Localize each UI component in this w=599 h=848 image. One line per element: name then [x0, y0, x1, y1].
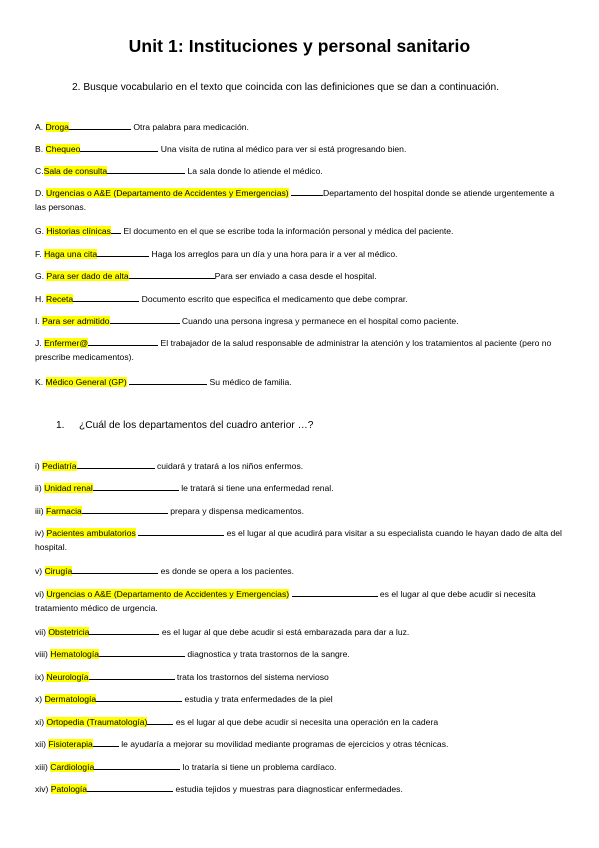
answer-term: Receta — [45, 294, 74, 304]
definition-item: J. Enfermer@ El trabajador de la salud responsable de administrar la atención y los tratamientos al paciente (pero no prescribe medicamentos). — [35, 338, 552, 362]
department-item: vii) Obstetricia es el lugar al que debe acudir si está embarazada para dar a luz. — [35, 627, 410, 637]
department-item: iv) Pacientes ambulatorios es el lugar al que acudirá para visitar a su especialista cuando le hayan dado de alta del hospital. — [35, 528, 562, 552]
answer-term: Obstetricia — [48, 627, 90, 637]
answer-term: Urgencias o A&E (Departamento de Accidentes y Emergencias) — [46, 589, 290, 599]
answer-term: Dermatología — [44, 694, 97, 704]
exercise-instructions: 2. Busque vocabulario en el texto que coincida con las definiciones que se dan a continuación. — [72, 82, 500, 93]
answer-term: Haga una cita — [44, 249, 98, 259]
answer-term: Urgencias o A&E (Departamento de Accidentes y Emergencias) — [45, 188, 289, 198]
department-item: xi) Ortopedia (Traumatología) es el lugar al que debe acudir si necesita una operación en la cadera — [35, 717, 439, 727]
definition-item: K. Médico General (GP) Su médico de familia. — [35, 377, 292, 387]
answer-term: Farmacia — [45, 506, 82, 516]
department-item: iii) Farmacia prepara y dispensa medicamentos. — [35, 506, 304, 516]
answer-term: Droga — [45, 122, 69, 132]
answer-term: Pacientes ambulatorios — [46, 528, 136, 538]
question-heading: 1. ¿Cuál de los departamentos del cuadro anterior …? — [56, 420, 314, 431]
answer-term: Neurología — [46, 672, 89, 682]
answer-term: Patología — [50, 784, 88, 794]
answer-term: Hematología — [50, 649, 100, 659]
department-item: v) Cirugía es donde se opera a los pacientes. — [35, 566, 294, 576]
department-item: i) Pediatría cuidará y tratará a los niños enfermos. — [35, 461, 304, 471]
definition-item: G. Historias clínicas El documento en el que se escribe toda la información personal y médica del paciente. — [35, 226, 454, 236]
definition-item: B. Chequeo Una visita de rutina al médico para ver si está progresando bien. — [35, 144, 407, 154]
answer-term: Sala de consulta — [43, 166, 108, 176]
answer-term: Ortopedia (Traumatología) — [46, 717, 148, 727]
answer-term: Chequeo — [45, 144, 81, 154]
department-item: ii) Unidad renal le tratará si tiene una enfermedad renal. — [35, 483, 334, 493]
answer-term: Historias clínicas — [46, 226, 111, 236]
definition-item: I. Para ser admitido Cuando una persona ingresa y permanece en el hospital como paciente. — [35, 316, 459, 326]
answer-term: Fisioterapia — [48, 739, 93, 749]
department-item: vi) Urgencias o A&E (Departamento de Accidentes y Emergencias) es el lugar al que debe acudir si necesita tratamiento médico de urgencia. — [35, 589, 536, 613]
department-item: ix) Neurología trata los trastornos del sistema nervioso — [35, 672, 329, 682]
answer-term: Cardiología — [50, 762, 95, 772]
definition-item: A. Droga Otra palabra para medicación. — [35, 122, 249, 132]
answer-term: Enfermer@ — [44, 338, 89, 348]
definition-item: C.Sala de consulta La sala donde lo atiende el médico. — [35, 166, 323, 176]
department-item: viii) Hematología diagnostica y trata trastornos de la sangre. — [35, 649, 350, 659]
answer-term: Para ser admitido — [42, 316, 110, 326]
definition-item: F. Haga una cita Haga los arreglos para un día y una hora para ir a ver al médico. — [35, 249, 398, 259]
page-title: Unit 1: Instituciones y personal sanitario — [128, 36, 471, 56]
department-item: xiv) Patología estudia tejidos y muestras para diagnosticar enfermedades. — [35, 784, 403, 794]
answer-term: Médico General (GP) — [45, 377, 127, 387]
answer-term: Unidad renal — [44, 483, 93, 493]
department-item: xii) Fisioterapia le ayudaría a mejorar su movilidad mediante programas de ejercicios y otras técnicas. — [35, 739, 449, 749]
definition-item: G. Para ser dado de alta Para ser enviado a casa desde el hospital. — [35, 271, 377, 281]
definition-item: H. Receta Documento escrito que especifica el medicamento que debe comprar. — [35, 294, 408, 304]
definition-item: D. Urgencias o A&E (Departamento de Accidentes y Emergencias) Departamento del hospital donde se atiende urgentemente a las personas. — [35, 188, 555, 212]
answer-term: Para ser dado de alta — [46, 271, 129, 281]
answer-term: Pediatría — [42, 461, 77, 471]
department-item: x) Dermatología estudia y trata enfermedades de la piel — [35, 694, 333, 704]
department-item: xiii) Cardiología lo trataría si tiene un problema cardíaco. — [35, 762, 337, 772]
answer-term: Cirugía — [44, 566, 73, 576]
